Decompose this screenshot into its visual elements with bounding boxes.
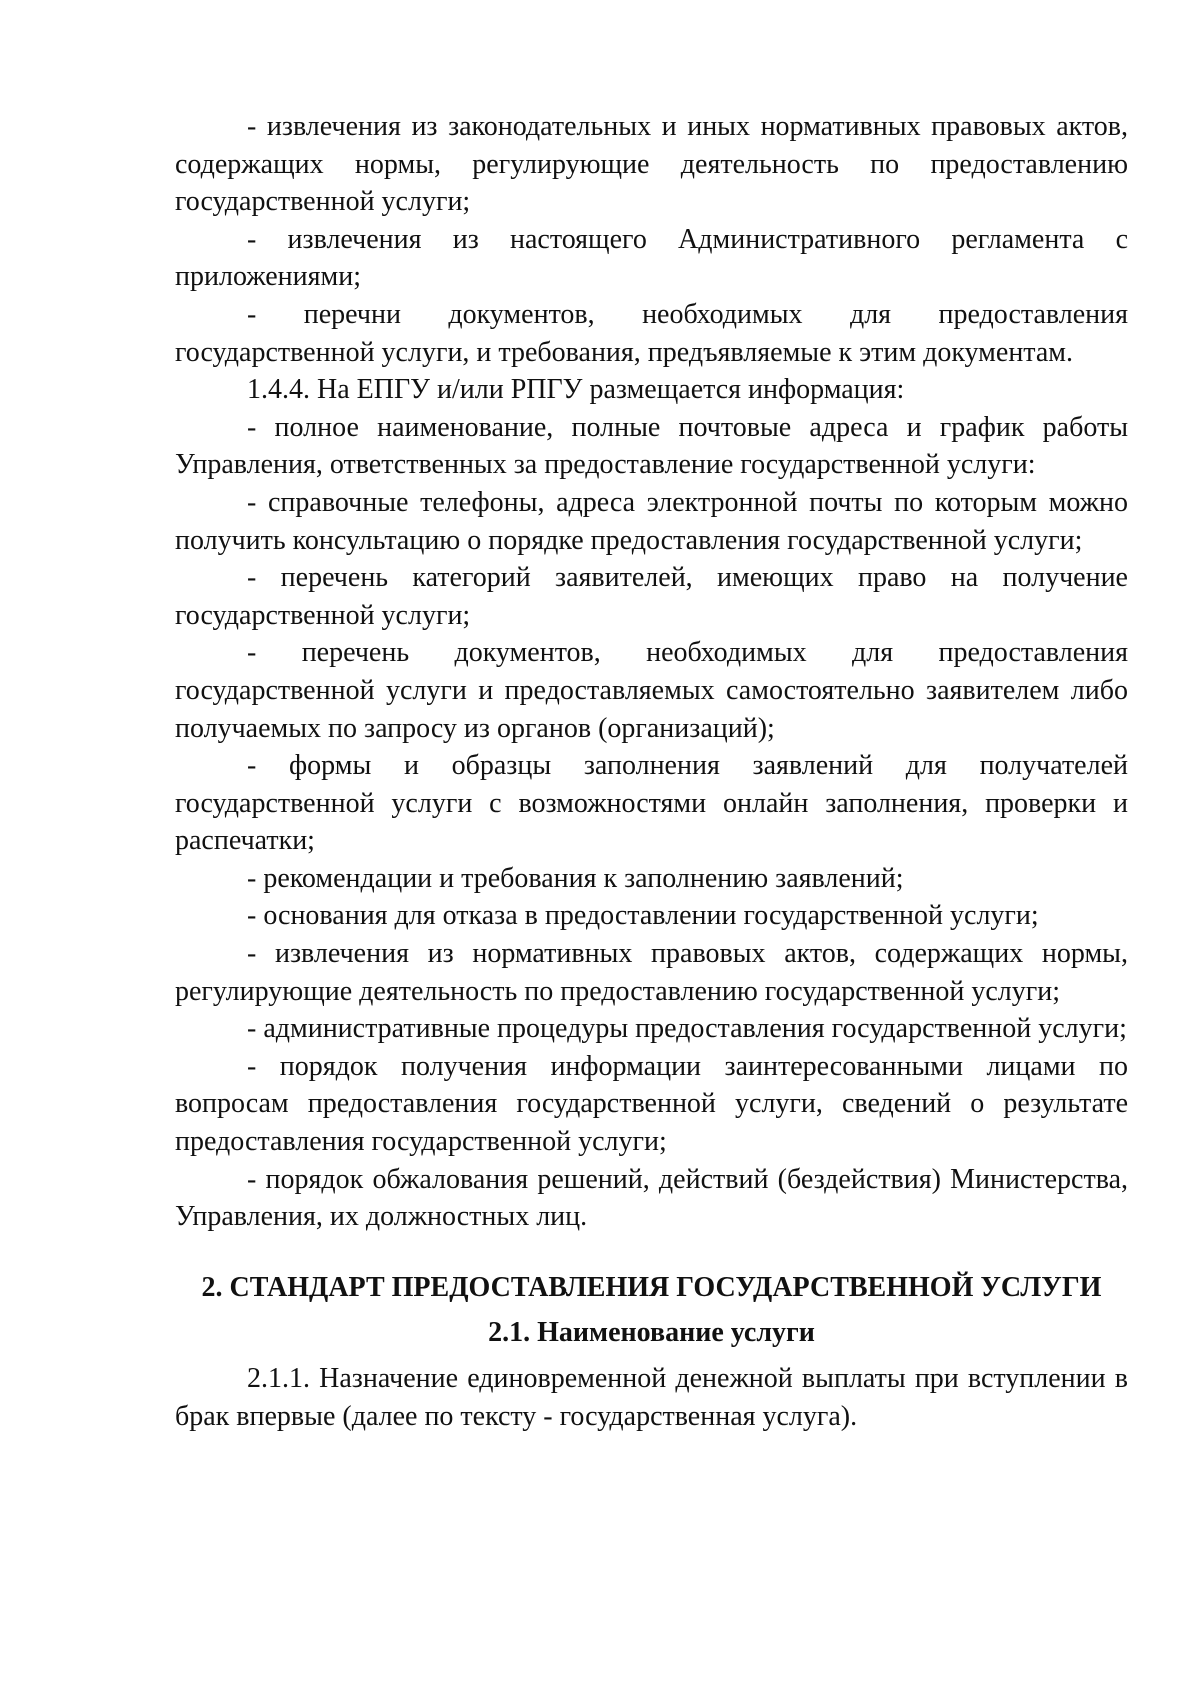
paragraph-refusal-grounds: - основания для отказа в предоставлении государственной услуги; [247,900,1039,932]
paragraph-normative-extracts: - извлечения из нормативных правовых актов, содержащих нормы, регулирующие деятельность по предоставлению государственной услуги; [175,938,1128,1007]
paragraph-document-lists: - перечни документов, необходимых для предоставления государственной услуги, и требования, предъявляемые к этим документам. [175,298,1128,368]
paragraph-information-order: - порядок получения информации заинтересованными лицами по вопросам предоставления государственной услуги, сведений о результате предоставления государственной услуги; [175,1050,1128,1158]
paragraph-required-documents: - перечень документов, необходимых для предоставления государственной услуги и предоставляемых самостоятельно заявителем либо получаемых по запросу из органов (организаций); [175,637,1128,744]
paragraph-full-name-addresses: - полное наименование, полные почтовые адреса и график работы Управления, ответственных за предоставление государственной услуги: [175,411,1128,481]
paragraph-clause-1-4-4: 1.4.4. На ЕПГУ и/или РПГУ размещается информация: [247,374,905,406]
document-page [175,108,1128,1435]
paragraph-clause-2-1-1: 2.1.1. Назначение единовременной денежной выплаты при вступлении в брак впервые (далее по тексту - государственная услуга). [175,1363,1128,1432]
paragraph-admin-procedures: - административные процедуры предоставления государственной услуги; [247,1013,1127,1045]
paragraph-reference-phones: - справочные телефоны, адреса электронной почты по которым можно получить консультацию о порядке предоставления государственной услуги; [175,486,1128,556]
subsection-heading: 2.1. Наименование услуги [488,1317,815,1349]
paragraph-applicant-categories: - перечень категорий заявителей, имеющих право на получение государственной услуги; [175,562,1128,631]
paragraph-regulation-extracts: - извлечения из настоящего Административного регламента с приложениями; [175,223,1128,293]
paragraph-appeal-order: - порядок обжалования решений, действий (бездействия) Министерства, Управления, их должностных лиц. [175,1163,1128,1233]
paragraph-filling-recommendations: - рекомендации и требования к заполнению заявлений; [247,862,904,894]
section-heading: 2. СТАНДАРТ ПРЕДОСТАВЛЕНИЯ ГОСУДАРСТВЕННОЙ УСЛУГИ [201,1271,1102,1303]
paragraph-legal-extracts: - извлечения из законодательных и иных нормативных правовых актов, содержащих нормы, регулирующие деятельность по предоставлению государственной услуги; [175,111,1128,218]
paragraph-application-forms: - формы и образцы заполнения заявлений для получателей государственной услуги с возможностями онлайн заполнения, проверки и распечатки; [175,750,1128,857]
